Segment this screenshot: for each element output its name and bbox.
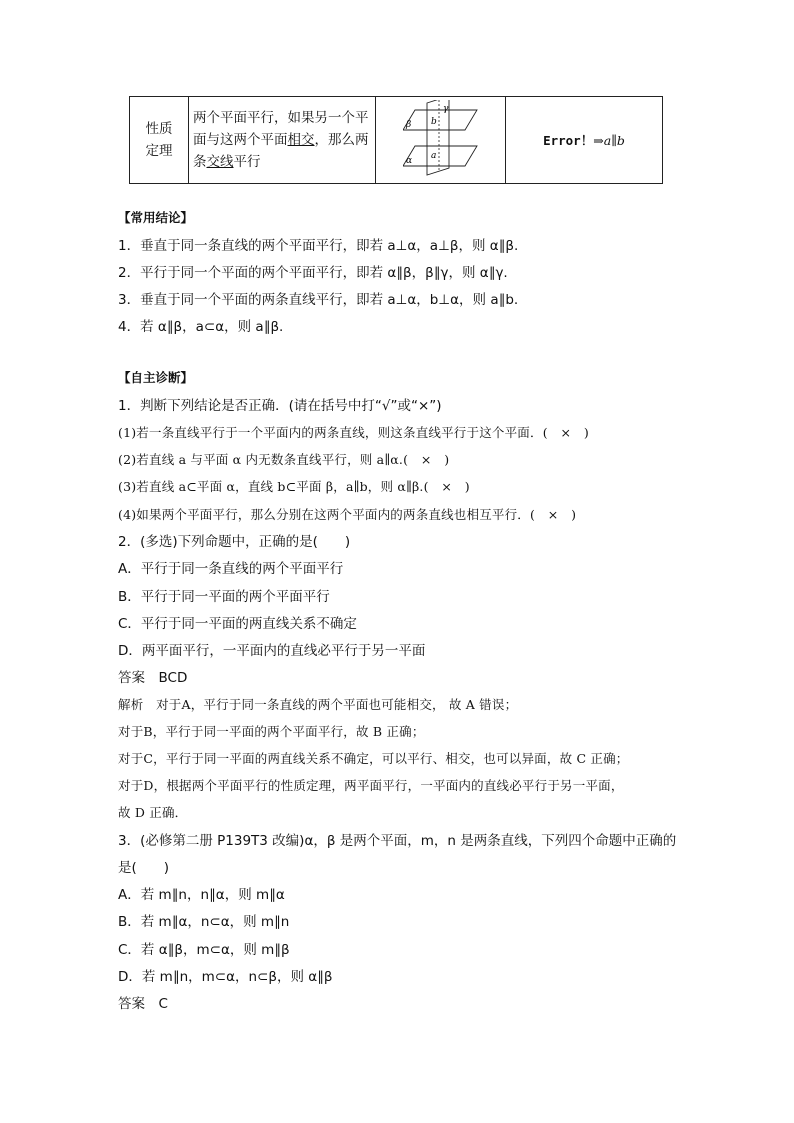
label-gamma: γ bbox=[442, 104, 448, 114]
q2-option-d: D．两平面平行，一平面内的直线必平行于另一平面 bbox=[118, 643, 426, 659]
q1-item-1: (1)若一条直线平行于一个平面内的两条直线，则这条直线平行于这个平面．( × ) bbox=[118, 425, 589, 440]
common-conclusions-heading: 【常用结论】 bbox=[118, 210, 194, 225]
q2-stem: 2．(多选)下列命题中，正确的是( ) bbox=[118, 534, 351, 550]
error-text: Error！ bbox=[543, 133, 594, 148]
row-header-cell bbox=[130, 97, 189, 184]
figure-cell bbox=[376, 97, 506, 184]
description-text-3: 平行 bbox=[233, 154, 261, 170]
common-conclusion-4: 4．若 α∥β，a⊂α，则 a∥β. bbox=[118, 319, 284, 335]
theorem-table bbox=[129, 96, 663, 184]
row-header-line-2: 定理 bbox=[145, 143, 173, 159]
q3-stem-line-1: 3．(必修第二册 P139T3 改编)α，β 是两个平面，m，n 是两条直线，下列四个命题中正确的 bbox=[118, 833, 677, 849]
common-conclusion-2: 2．平行于同一个平面的两个平面平行，即若 α∥β，β∥γ，则 α∥γ. bbox=[118, 265, 508, 281]
q2-analysis-line-4: 对于D，根据两个平面平行的性质定理，两平面平行，一平面内的直线必平行于另一平面， bbox=[118, 778, 624, 793]
analysis-label: 解析 bbox=[118, 697, 144, 712]
q3-option-d: D．若 m∥n，m⊂α，n⊂β，则 α∥β bbox=[118, 969, 333, 985]
analysis-text: 对于A，平行于同一条直线的两个平面也可能相交， 故 A 错误； bbox=[156, 697, 518, 712]
description-underline-2: 交线 bbox=[206, 154, 234, 170]
plane-alpha bbox=[403, 146, 477, 166]
q2-answer bbox=[118, 669, 187, 687]
common-conclusion-1: 1．垂直于同一条直线的两个平面平行，即若 a⊥α，a⊥β，则 α∥β. bbox=[118, 238, 519, 254]
q3-option-b: B．若 m∥α，n⊂α，则 m∥n bbox=[118, 914, 290, 930]
self-diagnosis-heading: 【自主诊断】 bbox=[118, 370, 194, 385]
q3-option-a: A．若 m∥n，n∥α，则 m∥α bbox=[118, 887, 285, 903]
q3-option-c: C．若 α∥β，m⊂α，则 m∥β bbox=[118, 942, 290, 958]
q2-option-c: C．平行于同一平面的两直线关系不确定 bbox=[118, 616, 357, 632]
answer-label: 答案 bbox=[118, 996, 145, 1012]
q1-item-4: (4)如果两个平面平行，那么分别在这两个平面内的两条直线也相互平行．( × ) bbox=[118, 507, 577, 522]
label-b: b bbox=[430, 117, 437, 127]
conclusion-cell bbox=[506, 97, 663, 184]
answer-value: BCD bbox=[158, 670, 188, 686]
q2-analysis-line-3: 对于C，平行于同一平面的两直线关系不确定，可以平行、相交，也可以异面，故 C 正确； bbox=[118, 751, 629, 766]
description-text-1: 两个平面平行，如果另一个平面与这两个平面 bbox=[193, 110, 369, 148]
description-underline-1: 相交 bbox=[287, 132, 315, 148]
label-a: a bbox=[430, 151, 436, 161]
q2-analysis-line-5: 故 D 正确． bbox=[118, 805, 188, 820]
label-alpha: α bbox=[405, 156, 412, 166]
label-beta: β bbox=[405, 120, 411, 130]
q1-stem: 1．判断下列结论是否正确．(请在括号中打“√”或“×”) bbox=[118, 398, 442, 414]
parallel-planes-figure bbox=[403, 100, 479, 176]
plane-beta bbox=[403, 110, 477, 130]
description-text-2: ，那么两条 bbox=[193, 132, 369, 170]
q3-answer bbox=[118, 995, 168, 1013]
q2-analysis-line-1 bbox=[118, 696, 517, 714]
theorem-description-cell bbox=[189, 97, 376, 184]
answer-value: C bbox=[158, 996, 168, 1012]
table-row bbox=[130, 97, 663, 184]
q2-option-b: B．平行于同一平面的两个平面平行 bbox=[118, 589, 330, 605]
q1-item-3: (3)若直线 a⊂平面 α，直线 b⊂平面 β，a∥b，则 α∥β.( × ) bbox=[118, 479, 470, 494]
common-conclusion-3: 3．垂直于同一个平面的两条直线平行，即若 a⊥α，b⊥α，则 a∥b. bbox=[118, 292, 519, 308]
q2-analysis-line-2: 对于B，平行于同一平面的两个平面平行，故 B 正确； bbox=[118, 724, 425, 739]
row-header-line-1: 性质 bbox=[145, 121, 173, 137]
q2-option-a: A．平行于同一条直线的两个平面平行 bbox=[118, 561, 344, 577]
conclusion-formula: ⇒a∥b bbox=[593, 133, 625, 148]
q3-stem-line-2: 是( ) bbox=[118, 860, 170, 876]
q1-item-2: (2)若直线 a 与平面 α 内无数条直线平行，则 a∥α.( × ) bbox=[118, 452, 450, 467]
answer-label: 答案 bbox=[118, 670, 145, 686]
